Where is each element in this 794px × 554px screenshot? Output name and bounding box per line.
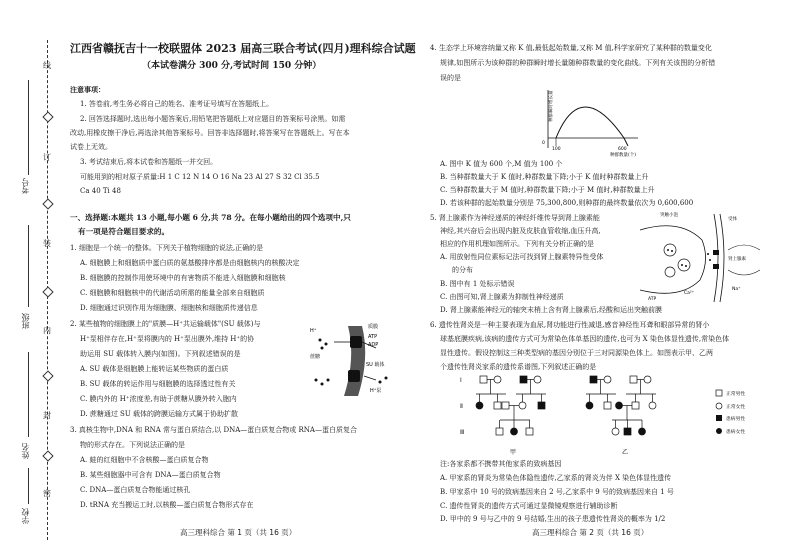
vesicle — [678, 259, 690, 271]
label-h-pump: H⁺泵 — [370, 388, 382, 394]
atomic-mass-line: 可能用到的相对原子质量:H 1 C 12 N 14 O 16 Na 23 Al 27 S 32 Cl 35.5 — [80, 173, 320, 181]
generation-label: Ⅱ — [460, 403, 463, 410]
notice-line: 2. 回答选择题时,选出每小题答案后,用铅笔把答题纸上对应题目的答案标号涂黑。如需 — [80, 115, 346, 123]
vesicle — [664, 244, 676, 256]
receptor — [713, 250, 719, 255]
diamond-mark — [42, 286, 53, 297]
pedigree-legend — [716, 390, 745, 435]
presynaptic-membrane — [640, 226, 706, 294]
question-stem: 规律,如图所示为该种群的种群瞬时增长量随种群数量的变化曲线。下列有关该图的分析错 — [440, 59, 716, 67]
question-option: D. 蔗糖通过 SU 载体的跨膜运输方式属于协助扩散 — [80, 410, 238, 418]
question-option: A. 用放射性同位素标记法可找到肾上腺素特异性受体 — [440, 253, 604, 261]
section-heading: 一、选择题:本题共 13 小题,每小题 6 分,共 78 分。在每小题给出的四个选项中,只 — [70, 213, 351, 222]
side-char: 订 — [43, 153, 51, 162]
pedigree-figure — [440, 374, 780, 456]
exam-title: 江西省赣抚吉十一校联盟体 2023 届高三联合考试(四月)理科综合试题 — [70, 42, 416, 55]
tick-label: 100 — [552, 147, 561, 152]
legend-item: 患病女性 — [726, 430, 746, 435]
origin-label: 0 — [542, 141, 545, 146]
notice-line: 试卷上无效。 — [70, 143, 112, 151]
side-char: 封 — [43, 411, 51, 420]
label-vesicle: 突触小泡 — [660, 213, 678, 218]
label-su-carrier: SU 载体 — [366, 362, 385, 368]
question-stem: H⁺泵相伴存在,H⁺泵将膜内的 H⁺泵出膜外,维持 H⁺的协 — [80, 335, 255, 343]
side-char: 线 — [43, 61, 51, 70]
label-adrenaline: 肾上腺素 — [728, 257, 746, 262]
postsynaptic-membrane — [714, 214, 718, 302]
question-option: D. tRNA 充当搬运工时,以核酸—蛋白质复合物形式存在 — [80, 501, 254, 509]
fill-line — [28, 80, 29, 175]
family-label: 乙 — [622, 449, 629, 456]
question-option: A. 细胞膜上和细胞质中蛋白质的氨基酸排序都是由细胞核内的核酸决定 — [80, 259, 300, 267]
label-h-plus: H⁺ — [310, 328, 317, 334]
question-stem: 个遗传性肾炎家系的遗传系谱图,下列叙述正确的是 — [440, 363, 597, 371]
question-option: C. 由图可知,肾上腺素为抑制性神经递质 — [440, 293, 564, 301]
question-stem: 5. 肾上腺素作为神经递质的神经纤维传导到肾上腺素能 — [430, 214, 600, 222]
question-option: C. 细胞膜和细胞核中的代谢活动所需的能量全部来自细胞质 — [80, 289, 265, 297]
question-stem: 1. 细胞是一个统一的整体。下列关于植物细胞的说法,正确的是 — [70, 244, 264, 252]
question-stem: 相应的作用机理如图所示。下列有关分析正确的是 — [440, 240, 594, 248]
y-axis-label: 种群瞬时增长量 — [549, 90, 554, 122]
generation-label: Ⅲ — [460, 429, 465, 436]
x-axis-label: 种群数量(个) — [610, 153, 637, 158]
question-stem: 物的形式存在。下列说法正确的是 — [80, 441, 185, 449]
fill-line — [28, 225, 29, 307]
notice-line: 改动,用橡皮擦干净后,再选涂其他答案标号。回答非选择题时,将答案写在答题纸上。写在本 — [70, 129, 350, 137]
question-option: C. 膜内外的 H⁺浓度差,有助于蔗糖从膜外转入胞内 — [80, 395, 237, 403]
question-option: C. 遗传性肾炎的遗传方式可通过显微镜观察进行辅助诊断 — [440, 502, 618, 510]
question-stem: 球基底膜疾病,该病的遗传方式可为常染色体单基因的遗传,也可为 X 染色体显性遗传,常染色体 — [440, 335, 730, 343]
receptor — [713, 264, 719, 269]
fill-line — [28, 468, 29, 504]
membrane-transport-figure — [310, 318, 410, 398]
question-option: D. 若该种群的起始数量分别是 75,300,800,则种群的最终数量依次为 0,600,600 — [440, 199, 694, 207]
question-option: B. 某些细胞器中可含有 DNA—蛋白质复合物 — [80, 471, 221, 479]
question-option: B. 当种群数量大于 K 值时,种群数量下降;小于 K 值时种群数量上升 — [440, 173, 649, 181]
label-atp: ATP — [648, 297, 657, 302]
question-option: B. 图中有 1 处标示错误 — [440, 280, 515, 288]
legend-item: 正常男性 — [726, 392, 746, 397]
question-option: D. 细胞通过识别作用为细胞膜、细胞核和细胞质传递信息 — [80, 304, 258, 312]
h-pump — [348, 370, 360, 382]
question-option: A. 甲家系的肾炎为常染色体隐性遗传,乙家系的肾炎为伴 X 染色体显性遗传 — [440, 474, 672, 482]
side-char: 装 — [43, 239, 51, 248]
pedigree-family-b — [586, 376, 656, 435]
label-plasma-membrane: 质膜 — [368, 324, 379, 330]
diamond-mark — [42, 370, 53, 381]
label-atp: ATP — [368, 334, 378, 340]
question-option: A. 图中 K 值为 600 个,M 值为 100 个 — [440, 160, 563, 168]
generation-label: Ⅰ — [460, 377, 462, 384]
label-school: 学校 — [21, 508, 30, 524]
notice-line: 1. 答卷前,考生务必将自己的姓名、准考证号填写在答题纸上。 — [80, 100, 274, 108]
page-footer-right: 高三理科综合 第 2 页（共 16 页） — [532, 528, 649, 537]
su-carrier — [350, 336, 362, 348]
question-stem: 6. 遗传性肾炎是一种主要表现为血尿,肾功能进行性减退,感音神经性耳聋和眼部异常的肾小 — [430, 321, 710, 329]
question-option: B. SU 载体的转运作用与细胞膜的选择透过性有关 — [80, 380, 236, 388]
vesicle — [665, 267, 675, 277]
question-option: B. 细胞膜的控制作用使环境中的有害物质不能进入细胞膜和细胞核 — [80, 274, 286, 282]
label-na: Na⁺ — [732, 287, 741, 292]
diamond-mark — [42, 198, 53, 209]
label-exam-number: 考号 — [21, 178, 30, 194]
population-growth-chart — [536, 86, 646, 158]
fill-line — [28, 352, 29, 437]
question-option: C. DNA—蛋白质复合物能通过核孔 — [80, 486, 191, 494]
label-name: 姓名 — [21, 443, 30, 459]
question-option: C. 当种群数量大于 M 值时,种群数量下降;小于 M 值时,种群数量上升 — [440, 186, 655, 194]
question-option: A. 蛙的红细胞中不含核酸—蛋白质复合物 — [80, 456, 209, 464]
label-sucrose: 蔗糖 — [310, 354, 321, 360]
exam-subtitle: （本试卷满分 300 分,考试时间 150 分钟） — [142, 61, 322, 71]
legend-item: 正常女性 — [726, 405, 746, 410]
pedigree-note: 注:各家系都不携带其他家系的致病基因 — [440, 460, 562, 468]
diamond-mark — [42, 111, 53, 122]
question-stem: 误的是 — [440, 74, 461, 82]
notice-heading: 注意事项： — [70, 85, 105, 94]
synapse-figure — [640, 210, 762, 304]
question-option: B. 甲家系中 10 号的致病基因来自 2 号,乙家系中 9 号的致病基因来自 1 号 — [440, 488, 674, 496]
tick-label: 600 — [618, 147, 627, 152]
label-receptor: 受体 — [728, 217, 737, 222]
legend-item: 患病男性 — [726, 417, 746, 422]
pedigree-family-a — [476, 376, 546, 435]
growth-curve — [556, 107, 628, 146]
question-option: D. 肾上腺素能神经元的轴突末梢上含有肾上腺素后,经酸和运出突触前膜 — [440, 306, 663, 314]
question-option: D. 甲中的 9 号与乙中的 9 号结婚,生出的孩子患遗传性肾炎的概率为 1/2 — [440, 515, 666, 523]
question-option: A. SU 载体是细胞膜上能转运某些物质的蛋白质 — [80, 365, 229, 373]
label-class: 班级 — [21, 313, 30, 329]
side-char: 密 — [43, 489, 51, 498]
family-label: 甲 — [510, 449, 517, 456]
question-stem: 助运用 SU 载体转入膜内(如图)。下列叙述错误的是 — [80, 350, 241, 358]
question-stem: 4. 生态学上环境容纳量又称 K 值,最低起始数量,又称 M 值,科学家研究了某种群的数量变化 — [430, 44, 712, 52]
page-footer-left: 高三理科综合 第 1 页（共 16 页） — [180, 528, 297, 537]
binding-margin — [0, 0, 62, 554]
question-stem: 神经,其兴奋后会出现内脏及皮肤血管收缩,血压升高, — [440, 227, 601, 235]
question-stem: 3. 真核生物中,DNA 和 RNA 常与蛋白质结合,以 DNA—蛋白质复合物或 RNA—蛋白质复合 — [70, 426, 357, 434]
question-stem: 显性遗传。假设控制这三种类型病的基因分别位于三对同源染色体上。如图表示甲、乙两 — [440, 349, 713, 357]
label-adp: ADP — [368, 342, 379, 348]
atomic-mass-line: Ca 40 Ti 48 — [80, 187, 121, 195]
side-char: 内 — [43, 326, 51, 335]
section-heading: 有一项是符合题目要求的。 — [78, 227, 170, 236]
label-ca: Ca²⁺ — [684, 291, 695, 296]
diamond-mark — [42, 450, 53, 461]
question-option: 的分布 — [452, 266, 473, 274]
notice-line: 3. 考试结束后,将本试卷和答题纸一并交回。 — [80, 158, 218, 166]
question-stem: 2. 某些植物的细胞膜上的"质膜—H⁺共运输载体"(SU 载体)与 — [70, 320, 261, 328]
